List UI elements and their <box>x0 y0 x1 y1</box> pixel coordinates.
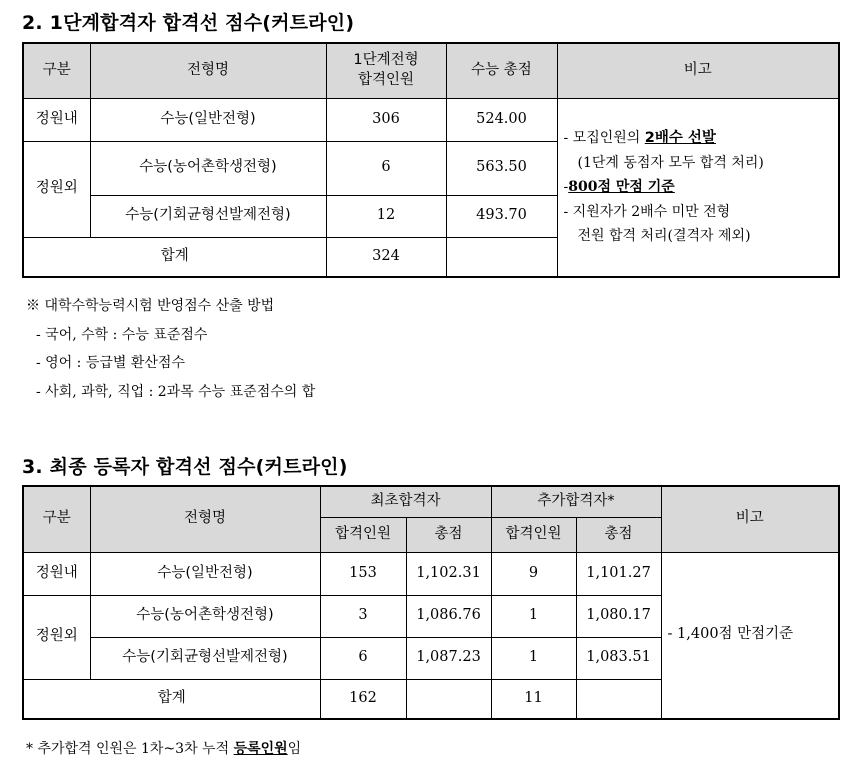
remarks-line1-prefix: - 모집인원의 <box>563 129 645 146</box>
table-row <box>23 98 839 141</box>
header-remarks: 비고 <box>661 486 839 552</box>
row-added-score: 1,083.51 <box>576 637 661 679</box>
remarks-cell <box>557 98 839 277</box>
total-score-empty <box>446 237 557 277</box>
footnote-suffix: 임 <box>287 741 302 757</box>
header-pass-count-line1: 1단계전형 <box>353 52 419 69</box>
notes-heading: ※ 대학수학능력시험 반영점수 산출 방법 <box>26 298 275 314</box>
remarks-line1 <box>564 126 839 151</box>
remarks-line4: - 지원자가 2배수 미만 전형 <box>563 203 731 220</box>
total-added-score-empty <box>576 679 661 719</box>
header-pass-count <box>326 43 446 98</box>
section2-title: 2. 1단계합격자 합격선 점수(커트라인) <box>22 12 355 34</box>
header-pass-count-line2: 합격인원 <box>357 71 415 88</box>
row-count: 12 <box>326 195 446 237</box>
total-first-count: 162 <box>320 679 406 719</box>
row-count: 6 <box>326 141 446 195</box>
footnote-prefix: * 추가합격 인원은 1차~3차 누적 <box>26 741 234 757</box>
remarks-line3 <box>564 175 839 200</box>
row-category: 정원내 <box>23 98 90 141</box>
total-added-count: 11 <box>491 679 576 719</box>
header-first-count: 합격인원 <box>320 517 406 552</box>
row-first-count: 6 <box>320 637 406 679</box>
header-track: 전형명 <box>90 43 326 98</box>
remarks-line2: (1단계 동점자 모두 합격 처리) <box>577 154 764 171</box>
total-first-score-empty <box>406 679 491 719</box>
row-first-count: 3 <box>320 595 406 637</box>
row-first-score: 1,086.76 <box>406 595 491 637</box>
remarks-cell: - 1,400점 만점기준 <box>661 552 839 719</box>
row-added-score: 1,101.27 <box>576 552 661 595</box>
row-track: 수능(농어촌학생전형) <box>90 595 320 637</box>
row-count: 306 <box>326 98 446 141</box>
row-score: 493.70 <box>446 195 557 237</box>
row-track: 수능(기회균형선발제전형) <box>90 637 320 679</box>
first-stage-cutline-table <box>22 42 840 278</box>
row-added-count: 1 <box>491 595 576 637</box>
total-label: 합계 <box>23 679 320 719</box>
row-first-score: 1,102.31 <box>406 552 491 595</box>
section3-title: 3. 최종 등록자 합격선 점수(커트라인) <box>22 456 348 478</box>
header-added-group: 추가합격자* <box>491 486 661 517</box>
row-added-score: 1,080.17 <box>576 595 661 637</box>
row-track: 수능(기회균형선발제전형) <box>90 195 326 237</box>
header-score: 수능 총점 <box>446 43 557 98</box>
row-first-score: 1,087.23 <box>406 637 491 679</box>
header-added-count: 합격인원 <box>491 517 576 552</box>
final-registrant-cutline-table <box>22 485 840 720</box>
footnote <box>26 738 301 758</box>
row-track: 수능(일반전형) <box>90 98 326 141</box>
footnote-emph: 등록인원 <box>233 741 288 757</box>
row-track: 수능(농어촌학생전형) <box>90 141 326 195</box>
row-score: 524.00 <box>446 98 557 141</box>
row-category: 정원내 <box>23 552 90 595</box>
header-category: 구분 <box>23 486 90 552</box>
score-method-notes <box>26 292 315 406</box>
row-category: 정원외 <box>23 595 90 679</box>
table-row <box>23 552 839 595</box>
row-added-count: 1 <box>491 637 576 679</box>
row-added-count: 9 <box>491 552 576 595</box>
row-first-count: 153 <box>320 552 406 595</box>
header-category: 구분 <box>23 43 90 98</box>
header-first-group: 최초합격자 <box>320 486 491 517</box>
total-count: 324 <box>326 237 446 277</box>
notes-item: - 국어, 수학 : 수능 표준점수 <box>36 326 208 343</box>
remarks-line3-prefix: - <box>563 179 569 196</box>
total-label: 합계 <box>23 237 326 277</box>
remarks-line1-emph: 2배수 선발 <box>644 129 716 146</box>
row-track: 수능(일반전형) <box>90 552 320 595</box>
table-header-row <box>23 486 839 517</box>
notes-item: - 사회, 과학, 직업 : 2과목 수능 표준점수의 합 <box>36 383 316 400</box>
row-score: 563.50 <box>446 141 557 195</box>
remarks-line3-emph: 800점 만점 기준 <box>568 179 675 196</box>
header-added-score: 총점 <box>576 517 661 552</box>
header-remarks: 비고 <box>557 43 839 98</box>
header-track: 전형명 <box>90 486 320 552</box>
table-header-row <box>23 43 839 98</box>
remarks-line5: 전원 합격 처리(결격자 제외) <box>577 228 751 245</box>
row-category: 정원외 <box>23 141 90 237</box>
header-first-score: 총점 <box>406 517 491 552</box>
notes-item: - 영어 : 등급별 환산점수 <box>36 355 185 371</box>
